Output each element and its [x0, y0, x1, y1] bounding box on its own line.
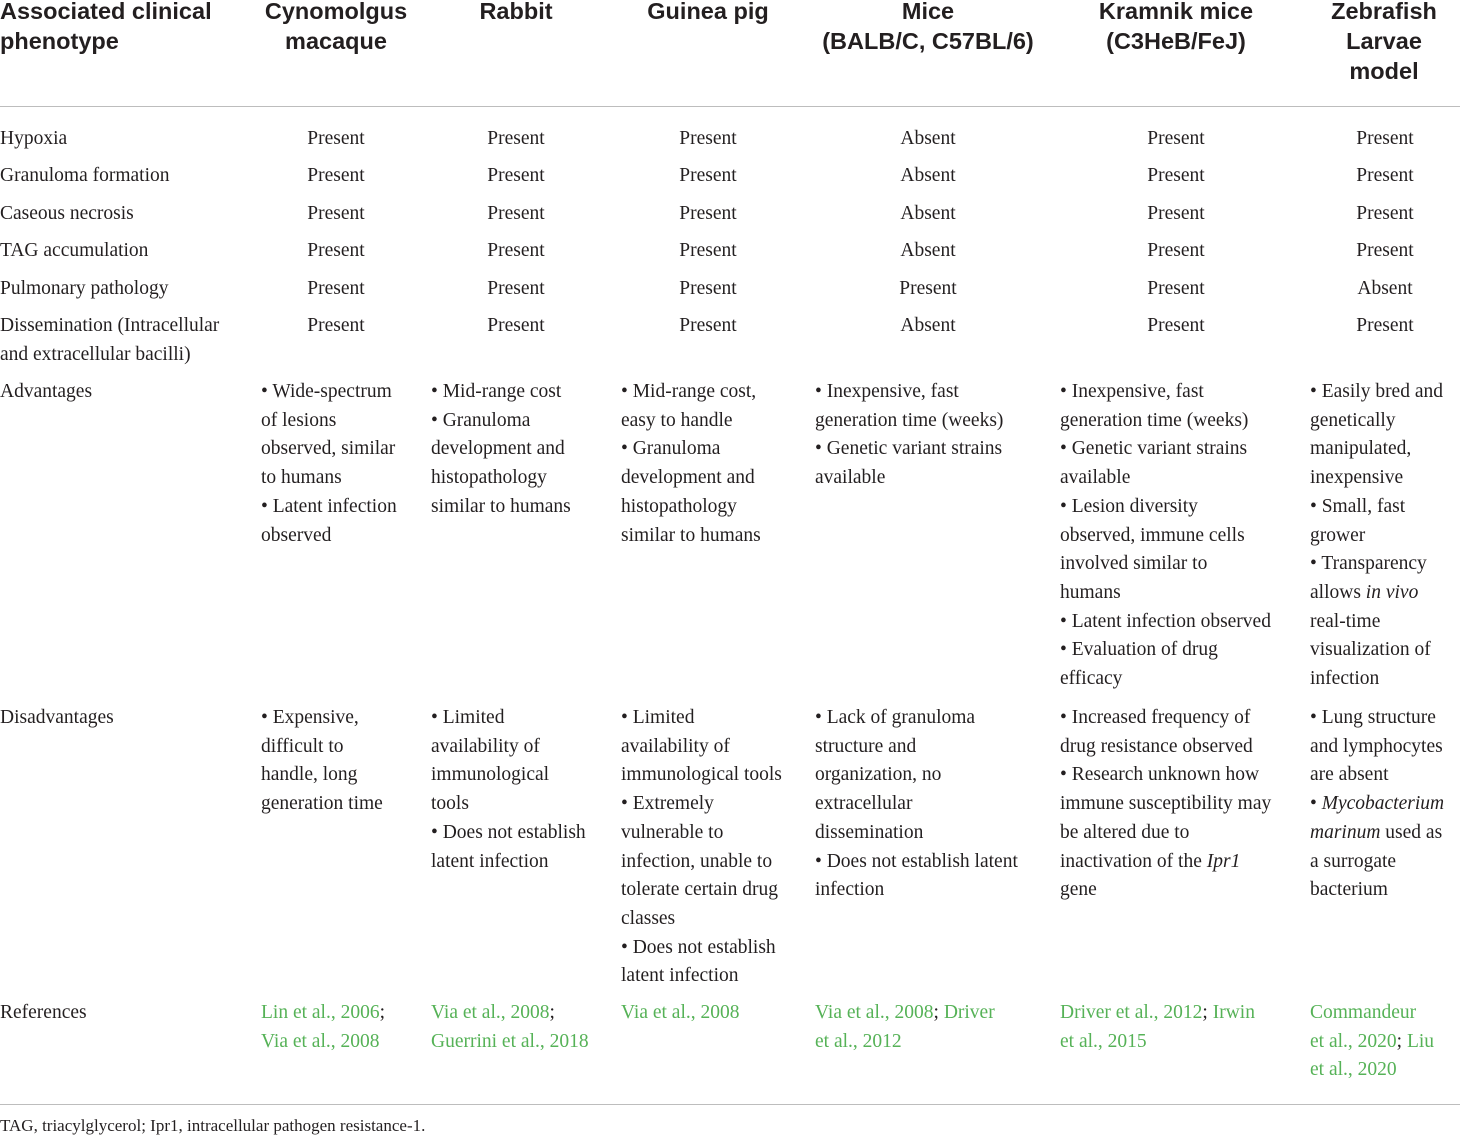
- row-label-line: Pulmonary pathology: [0, 278, 169, 299]
- row-value: Present: [307, 128, 365, 149]
- reference-link[interactable]: et al., 2012: [815, 1030, 902, 1052]
- row-value: Present: [307, 240, 365, 261]
- row-value: Present: [1356, 315, 1414, 336]
- cell-line: histopathology: [431, 467, 547, 489]
- cell-line: • Extremely: [621, 793, 714, 815]
- cell-line: development and: [621, 467, 755, 489]
- disadvantages-rabbit: [431, 704, 586, 876]
- cell-line: • Does not establish latent: [815, 850, 1018, 872]
- header-rule: [0, 106, 1460, 107]
- references-kramnik: [1060, 999, 1255, 1056]
- row-value: Present: [679, 128, 737, 149]
- row-label-line: Caseous necrosis: [0, 203, 134, 224]
- disadvantages-kramnik: [1060, 704, 1271, 905]
- header-line: phenotype: [0, 28, 119, 54]
- cell-line: generation time (weeks): [815, 409, 1004, 431]
- references-zebrafish: [1310, 999, 1434, 1085]
- reference-link[interactable]: Driver et al., 2012: [1060, 1002, 1203, 1023]
- cell-line: • Research unknown how: [1060, 764, 1260, 786]
- reference-link[interactable]: Via et al., 2008: [431, 1002, 550, 1023]
- cell-line: gene: [1060, 879, 1097, 901]
- header-line: Rabbit: [479, 0, 553, 24]
- disadvantages-label: Disadvantages: [0, 707, 114, 728]
- row-value: Present: [679, 240, 737, 261]
- cell-line: vulnerable to: [621, 821, 724, 843]
- cell-line: availability of: [431, 735, 540, 757]
- row-value: Present: [679, 203, 737, 224]
- cell-line: be altered due to: [1060, 821, 1190, 843]
- header-mice: [800, 0, 1056, 56]
- row-value: Absent: [900, 315, 956, 336]
- cell-line: involved similar to: [1060, 553, 1208, 575]
- header-line: macaque: [285, 28, 387, 54]
- cell-line: bacterium: [1310, 879, 1388, 901]
- footer-rule: [0, 1104, 1460, 1105]
- reference-link[interactable]: et al., 2020: [1310, 1059, 1397, 1081]
- cell-line: handle, long: [261, 764, 358, 786]
- cell-line: of lesions: [261, 409, 337, 431]
- row-value: Present: [487, 315, 545, 336]
- advantages-guinea-pig: [621, 378, 761, 550]
- cell-line: observed, immune cells: [1060, 524, 1245, 546]
- row-value: Absent: [900, 165, 956, 186]
- row-value: Present: [1356, 165, 1414, 186]
- row-value: Present: [1147, 240, 1205, 261]
- row-value: Present: [679, 165, 737, 186]
- advantages-mice: [815, 378, 1003, 493]
- row-label: [0, 200, 134, 229]
- cell-line: [1310, 819, 1444, 848]
- cell-line: tolerate certain drug: [621, 879, 778, 901]
- reference-link[interactable]: Via et al., 2008: [261, 1030, 380, 1052]
- header-line: Zebrafish: [1331, 0, 1437, 24]
- row-value: Present: [307, 278, 365, 299]
- cell-line: drug resistance observed: [1060, 735, 1253, 757]
- cell-line: • Latent infection: [261, 495, 397, 517]
- cell-line: • Expensive,: [261, 707, 359, 728]
- row-label-line: and extracellular bacilli): [0, 343, 191, 365]
- references-guinea-pig: [621, 999, 740, 1028]
- header-line: Guinea pig: [647, 0, 769, 24]
- cell-line: latent infection: [431, 850, 549, 872]
- cell-line: [815, 999, 995, 1028]
- cell-line: • Small, fast: [1310, 495, 1406, 517]
- row-value: Present: [307, 165, 365, 186]
- cell-line: real-time: [1310, 610, 1381, 632]
- cell-line: • Lesion diversity: [1060, 495, 1198, 517]
- reference-link[interactable]: Commandeur: [1310, 1002, 1417, 1023]
- cell-line: • Easily bred and: [1310, 381, 1443, 402]
- row-value: Absent: [900, 240, 956, 261]
- header-line: Mice: [901, 0, 955, 24]
- separator: ;: [1396, 1030, 1407, 1052]
- row-value: Present: [679, 278, 737, 299]
- cell-line: • Genetic variant strains: [1060, 438, 1248, 460]
- cell-line: manipulated,: [1310, 438, 1412, 460]
- row-value: Present: [487, 128, 545, 149]
- italic-term: marinum: [1310, 821, 1381, 843]
- reference-link[interactable]: Driver: [943, 1002, 995, 1023]
- cell-line: observed: [261, 524, 332, 546]
- cell-line: • Inexpensive, fast: [1060, 381, 1204, 402]
- reference-link[interactable]: Liu: [1406, 1030, 1435, 1052]
- cell-line: • Does not establish: [431, 821, 586, 843]
- header-macaque: [246, 0, 426, 56]
- text-run: allows: [1310, 581, 1361, 603]
- cell-line: immune susceptibility may: [1060, 793, 1272, 815]
- cell-line: • Granuloma: [431, 409, 531, 431]
- text-run: •: [1310, 793, 1317, 815]
- cell-line: • Limited: [621, 707, 695, 728]
- cell-line: availability of: [621, 735, 730, 757]
- cell-line: observed, similar: [261, 438, 396, 460]
- header-phenotype: [0, 0, 212, 56]
- cell-line: inexpensive: [1310, 467, 1404, 489]
- cell-line: and lymphocytes: [1310, 735, 1443, 757]
- row-value: Present: [487, 165, 545, 186]
- cell-line: available: [815, 467, 886, 489]
- header-guinea-pig: [606, 0, 810, 26]
- references-mice: [815, 999, 995, 1056]
- separator: ;: [549, 1002, 555, 1023]
- row-value: Absent: [900, 203, 956, 224]
- italic-term: Ipr1: [1206, 850, 1241, 872]
- cell-line: • Genetic variant strains: [815, 438, 1003, 460]
- cell-line: grower: [1310, 524, 1366, 546]
- header-line: (C3HeB/FeJ): [1106, 28, 1246, 54]
- cell-line: [1060, 848, 1271, 877]
- references-macaque: [261, 999, 385, 1056]
- header-rabbit: [416, 0, 616, 26]
- row-label: [0, 312, 219, 369]
- cell-line: • Latent infection observed: [1060, 610, 1271, 632]
- disadvantages-zebrafish: [1310, 704, 1444, 905]
- row-label: [0, 125, 67, 154]
- cell-line: [1060, 999, 1255, 1028]
- header-line: model: [1349, 58, 1419, 84]
- reference-link[interactable]: Via et al., 2008: [815, 1002, 934, 1023]
- cell-line: immunological tools: [621, 764, 782, 786]
- row-label-line: Dissemination (Intracellular: [0, 315, 220, 336]
- cell-line: classes: [621, 907, 676, 929]
- cell-line: structure and: [815, 735, 917, 757]
- separator: ;: [1202, 1002, 1213, 1023]
- cell-line: are absent: [1310, 764, 1389, 786]
- cell-line: similar to humans: [621, 524, 761, 546]
- row-value: Present: [487, 203, 545, 224]
- header-line: Cynomolgus: [264, 0, 408, 24]
- row-label: [0, 237, 148, 266]
- cell-line: • Granuloma: [621, 438, 721, 460]
- row-value: Present: [1147, 278, 1205, 299]
- reference-link[interactable]: Irwin: [1212, 1002, 1255, 1023]
- row-label: [0, 275, 168, 304]
- row-value: Absent: [1357, 278, 1413, 299]
- row-value: Present: [307, 203, 365, 224]
- row-label: [0, 162, 170, 191]
- cell-line: a surrogate: [1310, 850, 1397, 872]
- cell-line: visualization of: [1310, 639, 1431, 661]
- cell-line: latent infection: [621, 965, 739, 987]
- advantages-macaque: [261, 378, 397, 550]
- cell-line: • Transparency: [1310, 553, 1427, 575]
- row-value: Present: [307, 315, 365, 336]
- cell-line: extracellular: [815, 793, 913, 815]
- reference-link[interactable]: Via et al., 2008: [621, 1002, 740, 1023]
- header-line: Kramnik mice: [1098, 0, 1254, 24]
- header-zebrafish: [1304, 0, 1460, 86]
- reference-link[interactable]: Lin et al., 2006: [261, 1002, 380, 1023]
- cell-line: easy to handle: [621, 409, 733, 431]
- cell-line: [431, 999, 589, 1028]
- disadvantages-guinea-pig: [621, 704, 782, 991]
- cell-line: immunological: [431, 764, 550, 786]
- cell-line: tools: [431, 793, 469, 815]
- advantages-zebrafish: [1310, 378, 1443, 694]
- cell-line: dissemination: [815, 821, 924, 843]
- cell-line: • Lack of granuloma: [815, 707, 976, 728]
- row-value: Present: [679, 315, 737, 336]
- cell-line: to humans: [261, 467, 342, 489]
- cell-line: [1310, 1028, 1434, 1057]
- row-label-line: Granuloma formation: [0, 165, 170, 186]
- row-value: Present: [1147, 203, 1205, 224]
- cell-line: humans: [1060, 581, 1121, 603]
- text-run: inactivation of the: [1060, 850, 1202, 872]
- advantages-label: Advantages: [0, 381, 93, 402]
- cell-line: • Limited: [431, 707, 505, 728]
- cell-line: generation time: [261, 793, 383, 815]
- row-value: Present: [1356, 240, 1414, 261]
- reference-link[interactable]: Guerrini et al., 2018: [431, 1030, 589, 1052]
- cell-line: genetically: [1310, 409, 1396, 431]
- cell-line: • Wide-spectrum: [261, 381, 392, 402]
- italic-term: Mycobacterium: [1321, 793, 1445, 815]
- reference-link[interactable]: et al., 2015: [1060, 1030, 1147, 1052]
- cell-line: • Increased frequency of: [1060, 707, 1251, 728]
- cell-line: • Does not establish: [621, 936, 776, 958]
- row-value: Present: [487, 278, 545, 299]
- cell-line: [1310, 790, 1444, 819]
- row-value: Present: [1147, 315, 1205, 336]
- cell-line: • Mid-range cost: [431, 381, 562, 402]
- row-value: Present: [1147, 128, 1205, 149]
- reference-link[interactable]: et al., 2020: [1310, 1030, 1397, 1052]
- cell-line: [1310, 579, 1443, 608]
- advantages-rabbit: [431, 378, 571, 522]
- disadvantages-mice: [815, 704, 1018, 905]
- cell-line: infection: [815, 879, 885, 901]
- cell-line: [261, 999, 385, 1028]
- cell-line: infection: [1310, 668, 1380, 690]
- cell-line: • Lung structure: [1310, 707, 1436, 728]
- separator: ;: [933, 1002, 944, 1023]
- cell-line: similar to humans: [431, 495, 571, 517]
- table-footnote: TAG, triacylglycerol; Ipr1, intracellular pathogen resistance-1.: [0, 1116, 426, 1135]
- row-value: Absent: [900, 128, 956, 149]
- cell-line: infection, unable to: [621, 850, 773, 872]
- header-kramnik: [1046, 0, 1306, 56]
- header-line: (BALB/C, C57BL/6): [822, 28, 1034, 54]
- row-label-line: Hypoxia: [0, 128, 68, 149]
- cell-line: organization, no: [815, 764, 942, 786]
- header-line: Larvae: [1346, 28, 1422, 54]
- row-value: Present: [1147, 165, 1205, 186]
- cell-line: difficult to: [261, 735, 344, 757]
- italic-term: in vivo: [1365, 581, 1419, 603]
- header-line: Associated clinical: [0, 0, 212, 24]
- row-value: Present: [899, 278, 957, 299]
- cell-line: • Evaluation of drug: [1060, 639, 1218, 661]
- references-label: References: [0, 1002, 87, 1023]
- text-run: used as: [1385, 821, 1443, 843]
- separator: ;: [379, 1002, 386, 1023]
- references-rabbit: [431, 999, 589, 1056]
- cell-line: development and: [431, 438, 565, 460]
- cell-line: histopathology: [621, 495, 737, 517]
- cell-line: • Inexpensive, fast: [815, 381, 959, 402]
- cell-line: available: [1060, 467, 1131, 489]
- row-value: Present: [1356, 128, 1414, 149]
- cell-line: efficacy: [1060, 668, 1123, 690]
- disadvantages-macaque: [261, 704, 383, 819]
- row-value: Present: [1356, 203, 1414, 224]
- row-label-line: TAG accumulation: [0, 240, 149, 261]
- cell-line: generation time (weeks): [1060, 409, 1249, 431]
- advantages-kramnik: [1060, 378, 1271, 694]
- cell-line: • Mid-range cost,: [621, 381, 757, 402]
- row-value: Present: [487, 240, 545, 261]
